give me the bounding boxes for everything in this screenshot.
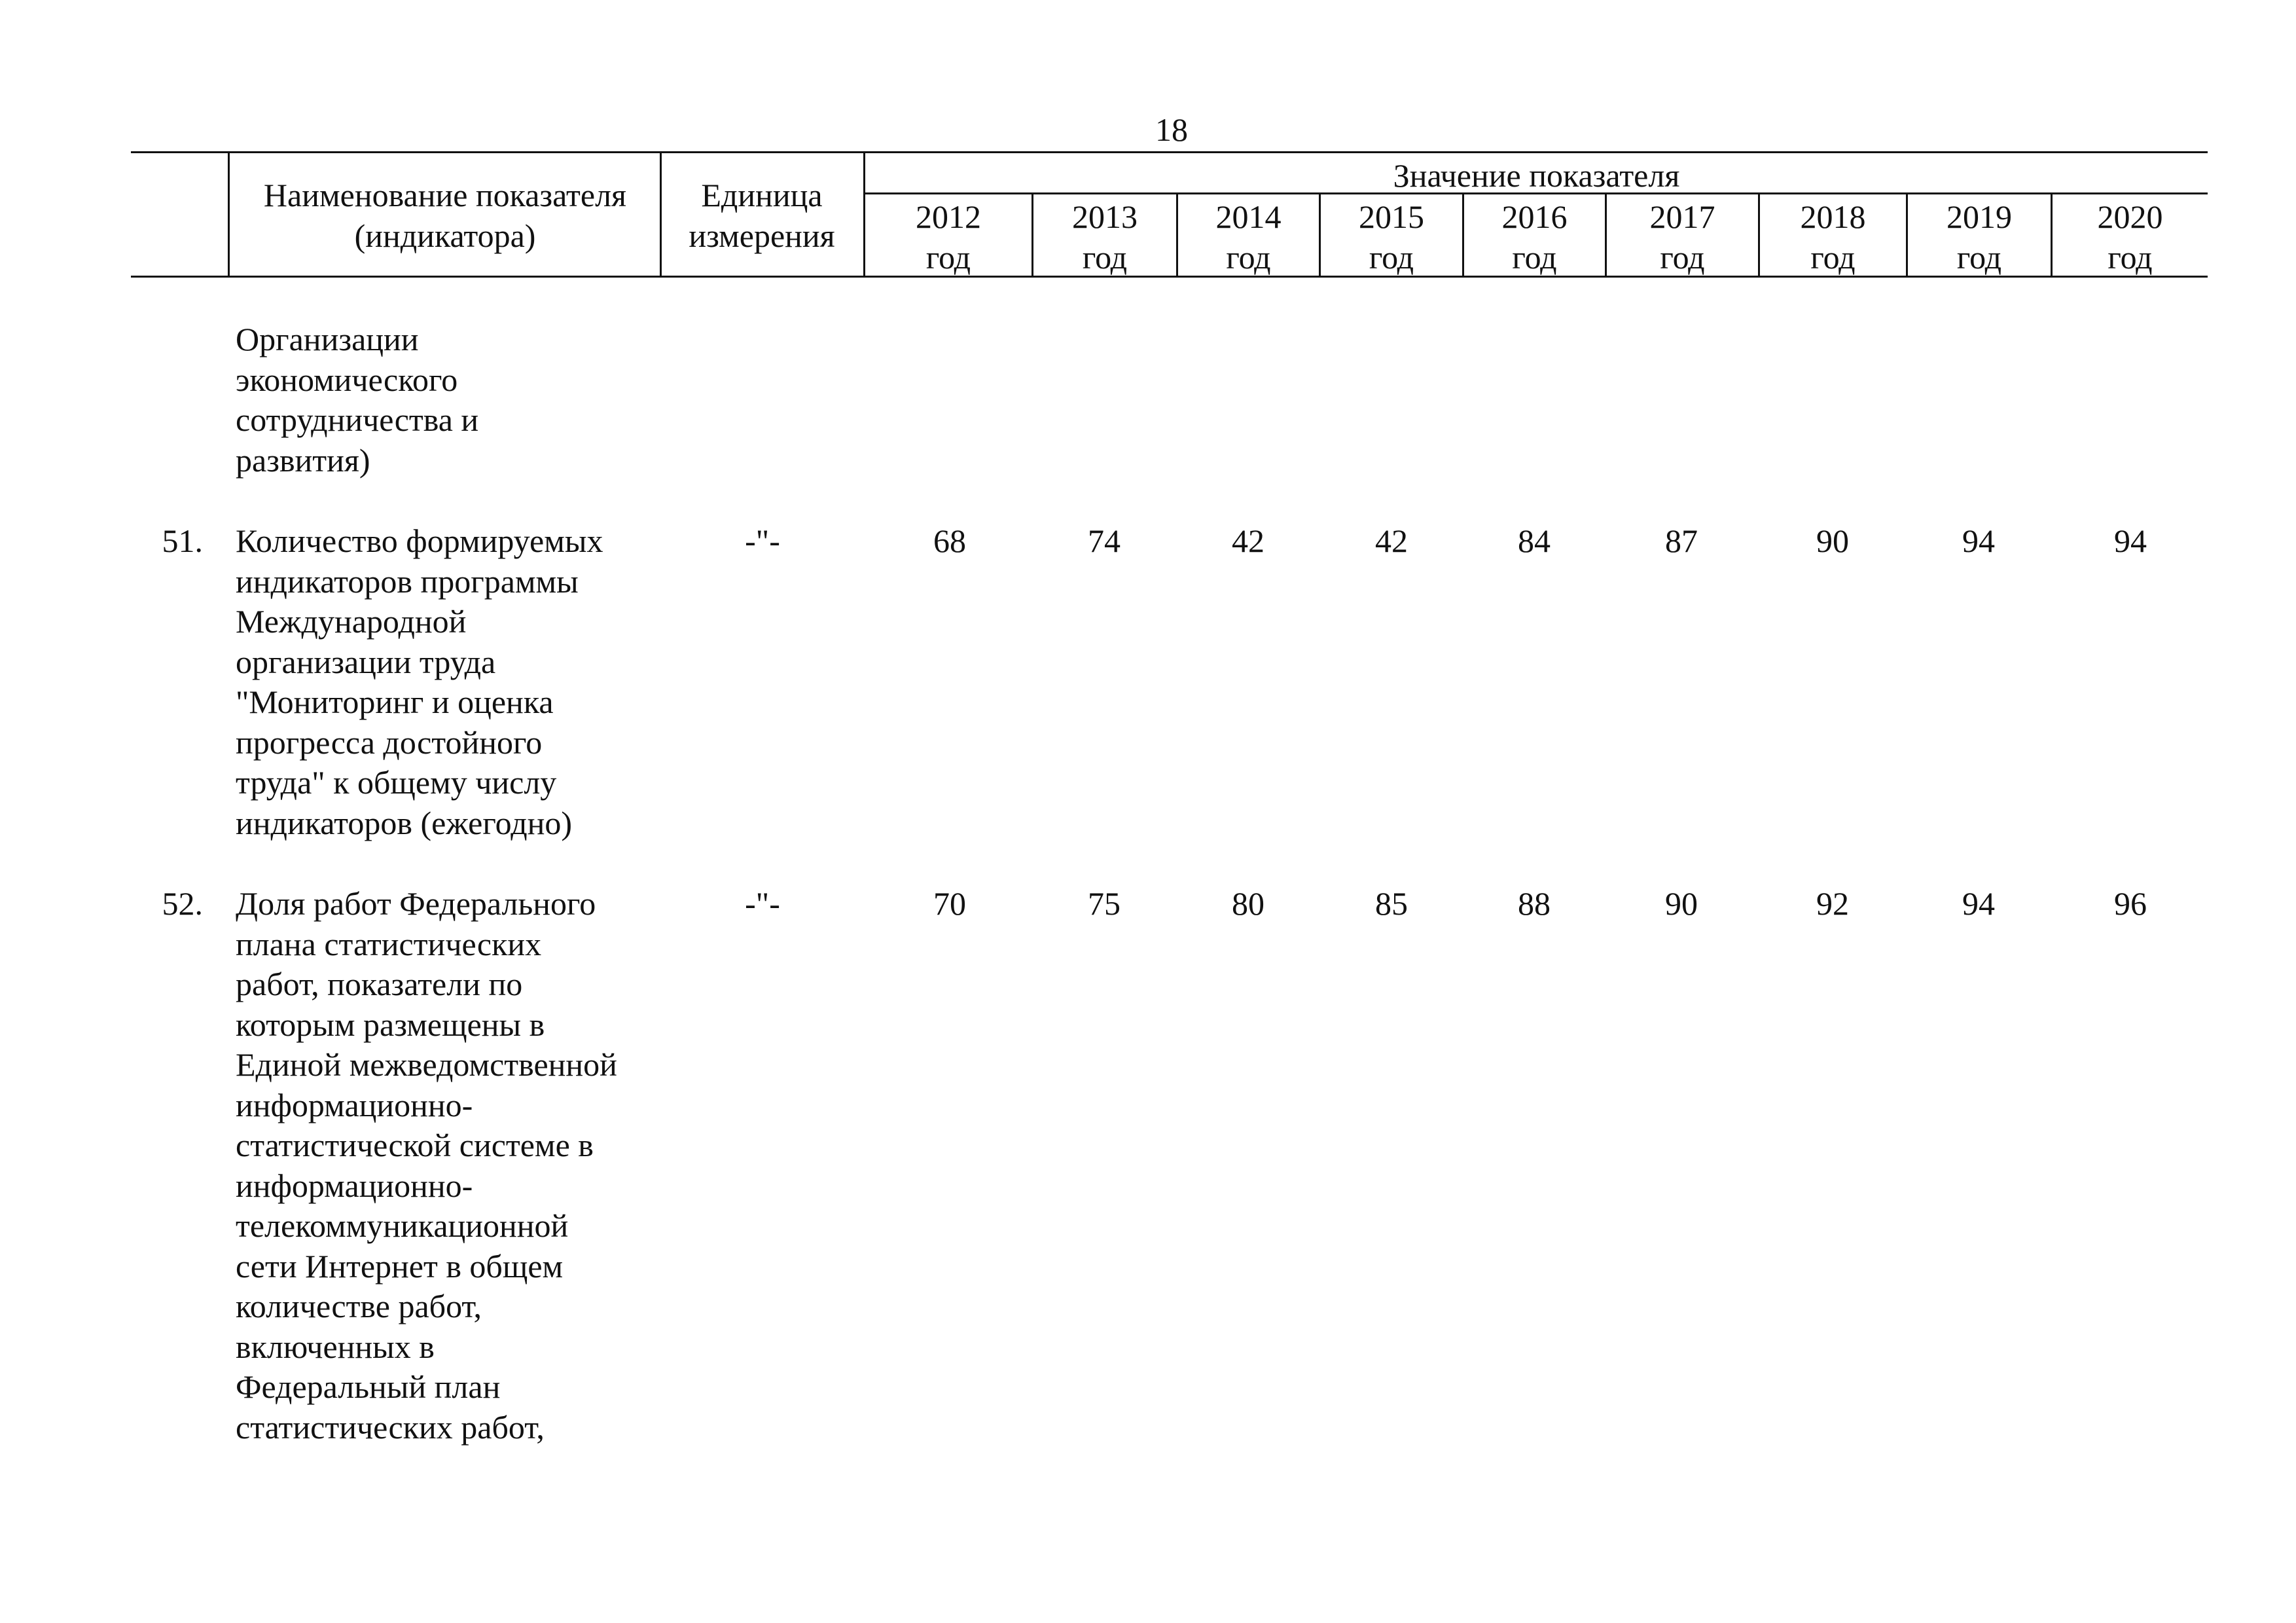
text-line: "Мониторинг и оценка [236, 684, 554, 720]
year-suffix: год [1369, 239, 1414, 276]
year-suffix: год [1810, 239, 1856, 276]
text-line: Федеральный план [236, 1368, 501, 1405]
year-label: 2015 [1359, 198, 1424, 235]
indicator-name [236, 521, 668, 843]
value-2012: 70 [933, 885, 966, 922]
year-header-2020 [2053, 196, 2208, 278]
text-line: экономического [236, 361, 458, 398]
year-label: 2020 [2097, 198, 2163, 235]
year-header-2014 [1178, 196, 1319, 278]
year-suffix: год [2108, 239, 2153, 276]
column-header-value-group: Значение показателя [1393, 157, 1680, 194]
year-label: 2018 [1800, 198, 1866, 235]
value-2013: 75 [1088, 885, 1121, 922]
year-header-2019 [1908, 196, 2051, 278]
text-line: Организации [236, 321, 419, 357]
text-line: телекоммуникационной [236, 1207, 569, 1244]
text-line: информационно- [236, 1086, 473, 1123]
year-label: 2017 [1649, 198, 1715, 235]
value-2020: 96 [2114, 885, 2147, 922]
year-suffix: год [1512, 239, 1557, 276]
text-line: труда" к общему числу [236, 764, 557, 801]
value-2019: 94 [1962, 522, 1995, 559]
header-divider [228, 153, 230, 277]
value-2015: 42 [1375, 522, 1408, 559]
text-line: Международной [236, 603, 467, 640]
year-suffix: год [1660, 239, 1705, 276]
year-label: 2016 [1501, 198, 1568, 235]
text-line: прогресса достойного [236, 723, 543, 761]
value-2014: 42 [1232, 522, 1265, 559]
header-divider [660, 153, 662, 277]
value-2017: 90 [1665, 885, 1698, 922]
year-label: 2013 [1072, 198, 1138, 235]
value-2016: 88 [1518, 885, 1551, 922]
indicator-name [236, 884, 668, 1448]
year-suffix: год [1226, 239, 1271, 276]
page-number: 18 [1155, 111, 1188, 148]
unit-value: -"- [745, 522, 780, 559]
text-line: Количество формируемых [236, 522, 603, 559]
column-header-unit-line2: измерения [689, 217, 835, 254]
text-line: сотрудничества и [236, 401, 479, 438]
row-number: 52. [162, 885, 203, 922]
column-header-unit-line1: Единица [701, 177, 823, 213]
text-line: включенных в [236, 1328, 435, 1365]
year-suffix: год [1956, 239, 2002, 276]
value-2018: 92 [1816, 885, 1849, 922]
year-header-2016 [1464, 196, 1605, 278]
text-line: работ, показатели по [236, 966, 523, 1002]
value-2012: 68 [933, 522, 966, 559]
text-line: статистических работ, [236, 1408, 545, 1446]
value-2017: 87 [1665, 522, 1698, 559]
value-2019: 94 [1962, 885, 1995, 922]
text-line: информационно- [236, 1167, 473, 1204]
text-line: сети Интернет в общем [236, 1247, 564, 1285]
value-2014: 80 [1232, 885, 1265, 922]
year-header-2018 [1760, 196, 1906, 278]
text-line: статистической системе в [236, 1127, 594, 1163]
column-header-name: Наименование показателя (индикатора) [263, 177, 627, 254]
text-line: развития) [236, 441, 370, 479]
text-line: индикаторов программы [236, 562, 579, 600]
text-line: организации труда [236, 643, 496, 680]
year-header-2017 [1607, 196, 1758, 278]
text-line: Единой межведомственной [236, 1046, 617, 1083]
text-line: Доля работ Федерального [236, 885, 596, 922]
text-line: плана статистических [236, 925, 542, 962]
year-header-2015 [1321, 196, 1462, 278]
value-2015: 85 [1375, 885, 1408, 922]
value-2013: 74 [1088, 522, 1121, 559]
text-line: индикаторов (ежегодно) [236, 804, 573, 841]
row-number: 51. [162, 522, 203, 559]
year-label: 2019 [1946, 198, 2012, 235]
year-header-2013 [1033, 196, 1176, 278]
text-line: количестве работ, [236, 1288, 482, 1324]
value-2016: 84 [1518, 522, 1551, 559]
year-label: 2014 [1215, 198, 1282, 235]
continuation-text [236, 319, 668, 481]
unit-value: -"- [745, 885, 780, 922]
text-line: которым размещены в [236, 1006, 545, 1043]
table-top-border [131, 151, 2208, 153]
year-suffix: год [1082, 239, 1128, 276]
year-suffix: год [925, 239, 971, 276]
value-2018: 90 [1816, 522, 1849, 559]
value-2020: 94 [2114, 522, 2147, 559]
year-header-2012 [865, 196, 1031, 278]
year-label: 2012 [916, 198, 981, 235]
